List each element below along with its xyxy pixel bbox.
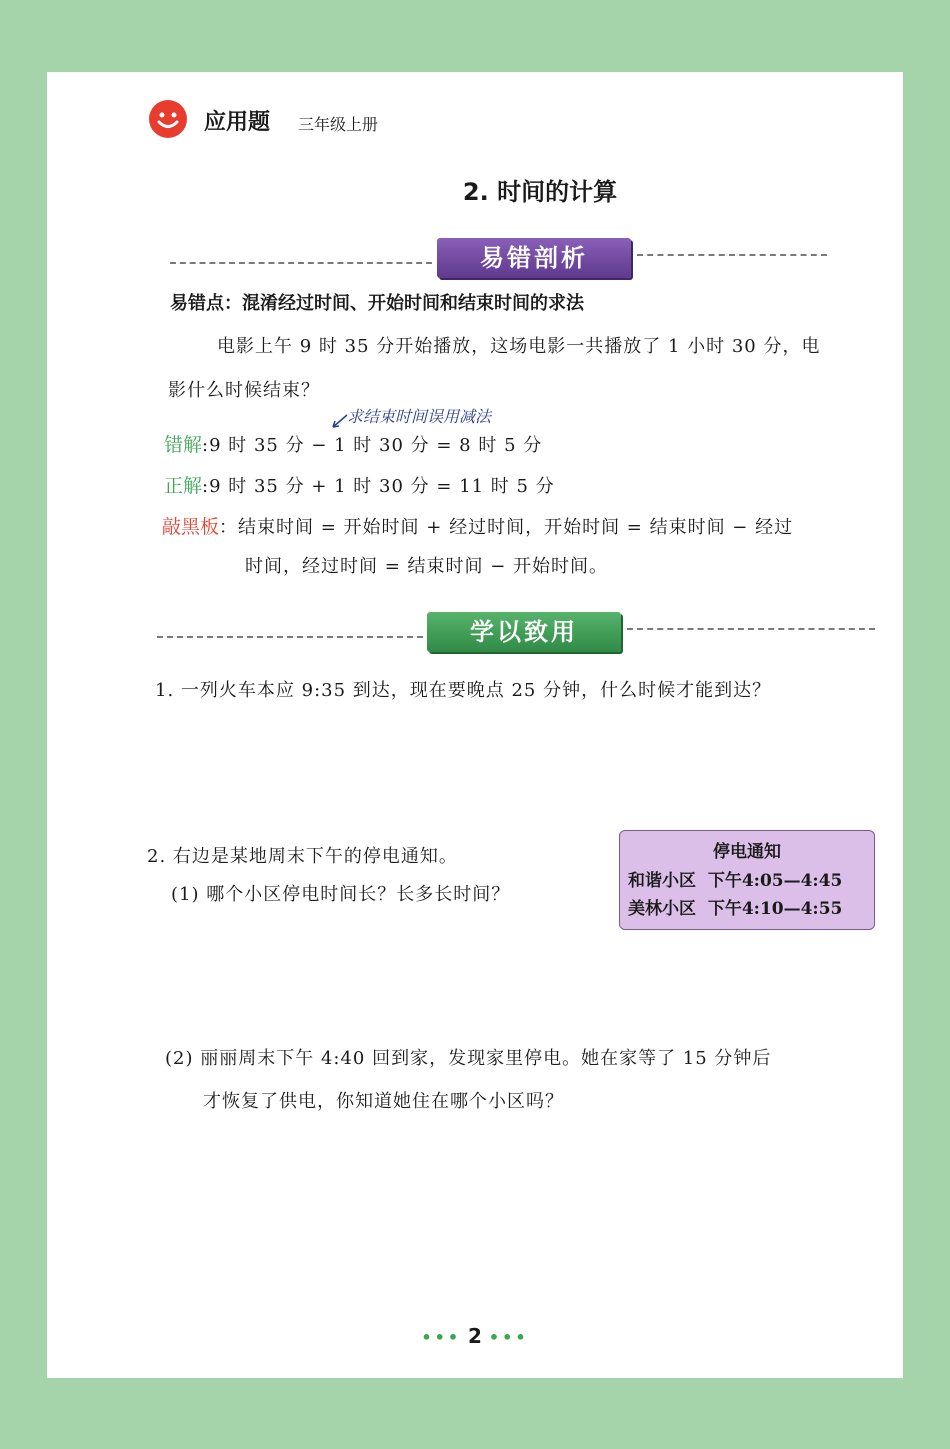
section-title: 2. 时间的计算 (462, 178, 618, 206)
page (47, 72, 903, 1378)
blackboard-text-line2: 时间，经过时间 = 结束时间 − 开始时间。 (245, 556, 609, 577)
notice-row (628, 894, 866, 919)
problem-text-line2: 影什么时候结束？ (168, 380, 320, 401)
question-2: 2. 右边是某地周末下午的停电通知。 (147, 846, 458, 867)
divider-left (170, 262, 432, 264)
notice-row (628, 866, 866, 891)
notice-area: 和谐小区 (628, 871, 696, 891)
blackboard-note (162, 512, 793, 539)
smiley-logo-icon (149, 100, 187, 138)
notice-time: 下午4:05—4:45 (707, 871, 843, 891)
grade-label: 三年级上册 (298, 115, 379, 134)
page-footer (47, 1324, 903, 1348)
question-1: 1. 一列火车本应 9:35 到达，现在要晚点 25 分钟，什么时候才能到达？ (155, 680, 772, 701)
power-outage-notice (619, 830, 875, 930)
notice-area: 美林小区 (628, 899, 696, 919)
notice-time: 下午4:10—4:55 (707, 899, 843, 919)
handwritten-annotation: 求结束时间误用减法 (347, 407, 492, 426)
correct-solution-text: :9 时 35 分 + 1 时 30 分 = 11 时 5 分 (202, 476, 555, 497)
error-analysis-banner: 易错剖析 (437, 238, 631, 278)
error-point-heading: 易错点：混淆经过时间、开始时间和结束时间的求法 (170, 293, 584, 314)
practice-banner: 学以致用 (427, 612, 621, 652)
page-number: 2 (468, 1324, 482, 1348)
problem-text-line1: 电影上午 9 时 35 分开始播放，这场电影一共播放了 1 小时 30 分，电 (217, 336, 821, 357)
correct-solution (164, 471, 555, 498)
divider-right-2 (627, 628, 875, 630)
blackboard-label: 敲黑板 (162, 516, 220, 538)
divider-right (637, 254, 827, 256)
wrong-solution-text: :9 时 35 分 − 1 时 30 分 = 8 时 5 分 (202, 435, 543, 456)
question-2-part-1: (1) 哪个小区停电时间长？长多长时间？ (171, 884, 511, 905)
notice-title: 停电通知 (713, 842, 781, 862)
footer-dots-right: ••• (488, 1328, 529, 1347)
question-2-part-2-line1: (2) 丽丽周末下午 4:40 回到家，发现家里停电。她在家等了 15 分钟后 (165, 1048, 772, 1069)
divider-left-2 (157, 636, 423, 638)
question-2-part-2-line2: 才恢复了供电，你知道她住在哪个小区吗？ (203, 1091, 564, 1112)
footer-dots-left: ••• (421, 1328, 462, 1347)
wrong-solution (164, 430, 542, 457)
wrong-solution-label: 错解 (164, 434, 203, 456)
correct-solution-label: 正解 (164, 475, 203, 497)
blackboard-text-line1: ：结束时间 = 开始时间 + 经过时间，开始时间 = 结束时间 − 经过 (219, 517, 794, 538)
book-title: 应用题 (204, 110, 271, 135)
